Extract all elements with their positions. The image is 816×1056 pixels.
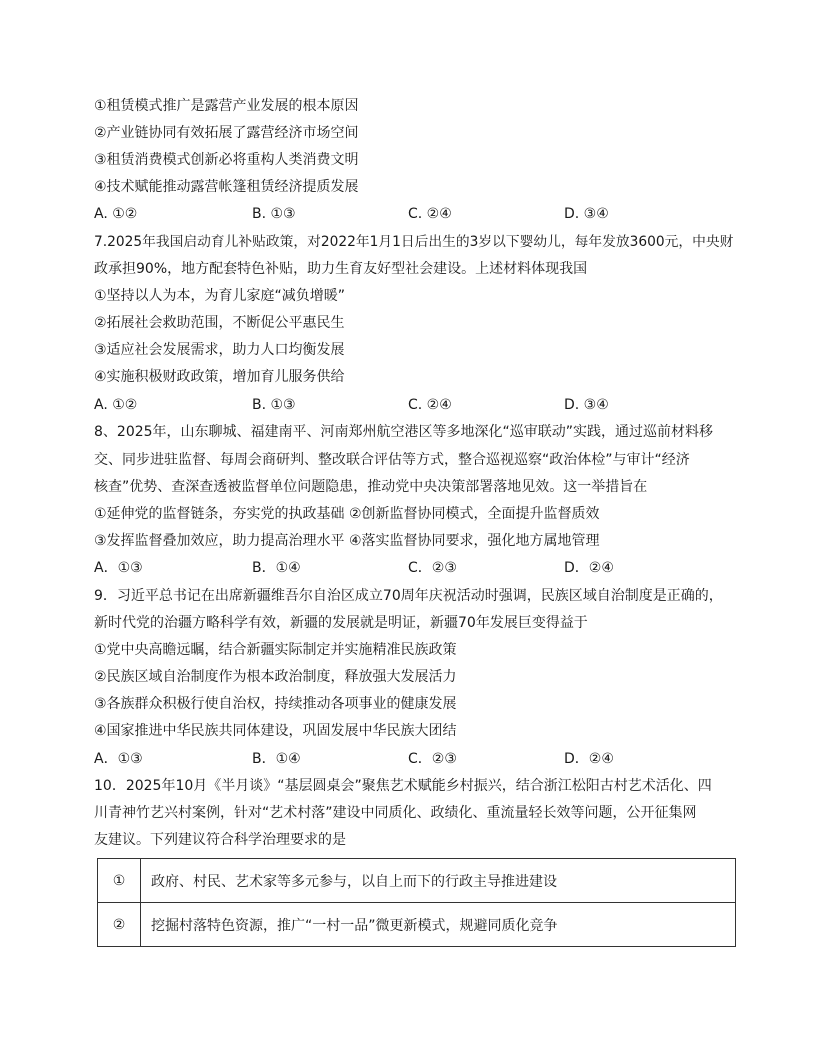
q9-statement-1: ①党中央高瞻远瞩，结合新疆实际制定并实施精准民族政策 bbox=[94, 642, 457, 658]
table-row-number: ② bbox=[98, 903, 141, 947]
q7-stem-line-1: 7.2025年我国启动育儿补贴政策，对2022年1月1日后出生的3岁以下婴幼儿，每年发放3600元，中央财 bbox=[94, 234, 734, 250]
q6-option-d: D. ③④ bbox=[564, 206, 609, 222]
q10-stem-line-2: 川青神竹艺兴村案例，针对“艺术村落”建设中同质化、政绩化、重流量轻长效等问题，公开征集网 bbox=[94, 805, 697, 821]
q8-options bbox=[94, 558, 744, 578]
q8-stem-line-3: 核查”优势、查深查透被监督单位问题隐患，推动党中央决策部署落地见效。这一举措旨在 bbox=[94, 479, 648, 495]
q7-option-c: C. ②④ bbox=[408, 397, 452, 413]
q8-option-d: D．②④ bbox=[564, 560, 614, 576]
q6-statement-1: ①租赁模式推广是露营产业发展的根本原因 bbox=[94, 98, 359, 114]
q9-statement-3: ③各族群众积极行使自治权，持续推动各项事业的健康发展 bbox=[94, 696, 457, 712]
q6-statement-3: ③租赁消费模式创新必将重构人类消费文明 bbox=[94, 152, 359, 168]
q9-option-d: D．②④ bbox=[564, 751, 614, 767]
q6-statement-4: ④技术赋能推动露营帐篷租赁经济提质发展 bbox=[94, 179, 359, 195]
q7-statement-3: ③适应社会发展需求，助力人口均衡发展 bbox=[94, 342, 345, 358]
q7-options bbox=[94, 395, 744, 415]
q8-option-a: A．①③ bbox=[94, 560, 143, 576]
q8-option-c: C．②③ bbox=[408, 560, 457, 576]
q7-statement-4: ④实施积极财政政策，增加育儿服务供给 bbox=[94, 369, 345, 385]
table-row-text: 挖掘村落特色资源，推广“一村一品”微更新模式，规避同质化竞争 bbox=[141, 903, 736, 947]
q8-statements-1-2: ①延伸党的监督链条，夯实党的执政基础 ②创新监督协同模式，全面提升监督质效 bbox=[94, 506, 600, 522]
q7-option-a: A. ①② bbox=[94, 397, 138, 413]
q7-statement-1: ①坚持以人为本，为育儿家庭“减负增暖” bbox=[94, 288, 346, 304]
q9-option-c: C．②③ bbox=[408, 751, 457, 767]
q9-stem-line-2: 新时代党的治疆方略科学有效，新疆的发展就是明证，新疆70年发展巨变得益于 bbox=[94, 615, 588, 631]
table-row-text: 政府、村民、艺术家等多元参与，以自上而下的行政主导推进建设 bbox=[141, 859, 736, 903]
q7-statement-2: ②拓展社会救助范围，不断促公平惠民生 bbox=[94, 315, 345, 331]
q7-stem-line-2: 政承担90%，地方配套特色补贴，助力生育友好型社会建设。上述材料体现我国 bbox=[94, 261, 588, 277]
table-row bbox=[98, 903, 736, 947]
q8-stem-line-1: 8、2025年，山东聊城、福建南平、河南郑州航空港区等多地深化“巡审联动”实践，通过巡前材料移 bbox=[94, 424, 714, 440]
q9-option-a: A．①③ bbox=[94, 751, 143, 767]
q8-stem-line-2: 交、同步进驻监督、每周会商研判、整改联合评估等方式，整合巡视巡察“政治体检”与审计“经济 bbox=[94, 452, 690, 468]
q9-options bbox=[94, 749, 744, 769]
q10-suggestion-table bbox=[97, 858, 736, 947]
q9-option-b: B．①④ bbox=[252, 751, 301, 767]
q10-stem-line-3: 友建议。下列建议符合科学治理要求的是 bbox=[94, 832, 346, 848]
q6-option-b: B. ①③ bbox=[252, 206, 296, 222]
table-row bbox=[98, 859, 736, 903]
q8-statements-3-4: ③发挥监督叠加效应，助力提高治理水平 ④落实监督协同要求，强化地方属地管理 bbox=[94, 533, 600, 549]
q10-stem-line-1: 10．2025年10月《半月谈》“基层圆桌会”聚焦艺术赋能乡村振兴，结合浙江松阳古村艺术活化、四 bbox=[94, 778, 712, 794]
q6-option-a: A. ①② bbox=[94, 206, 138, 222]
q6-options bbox=[94, 204, 744, 224]
q6-option-c: C. ②④ bbox=[408, 206, 452, 222]
q6-statement-2: ②产业链协同有效拓展了露营经济市场空间 bbox=[94, 125, 359, 141]
q9-statement-2: ②民族区域自治制度作为根本政治制度，释放强大发展活力 bbox=[94, 669, 457, 685]
table-row-number: ① bbox=[98, 859, 141, 903]
q9-stem-line-1: 9．习近平总书记在出席新疆维吾尔自治区成立70周年庆祝活动时强调，民族区域自治制度是正确的， bbox=[94, 588, 723, 604]
q7-option-d: D. ③④ bbox=[564, 397, 609, 413]
q8-option-b: B．①④ bbox=[252, 560, 301, 576]
q7-option-b: B. ①③ bbox=[252, 397, 296, 413]
q9-statement-4: ④国家推进中华民族共同体建设，巩固发展中华民族大团结 bbox=[94, 723, 457, 739]
